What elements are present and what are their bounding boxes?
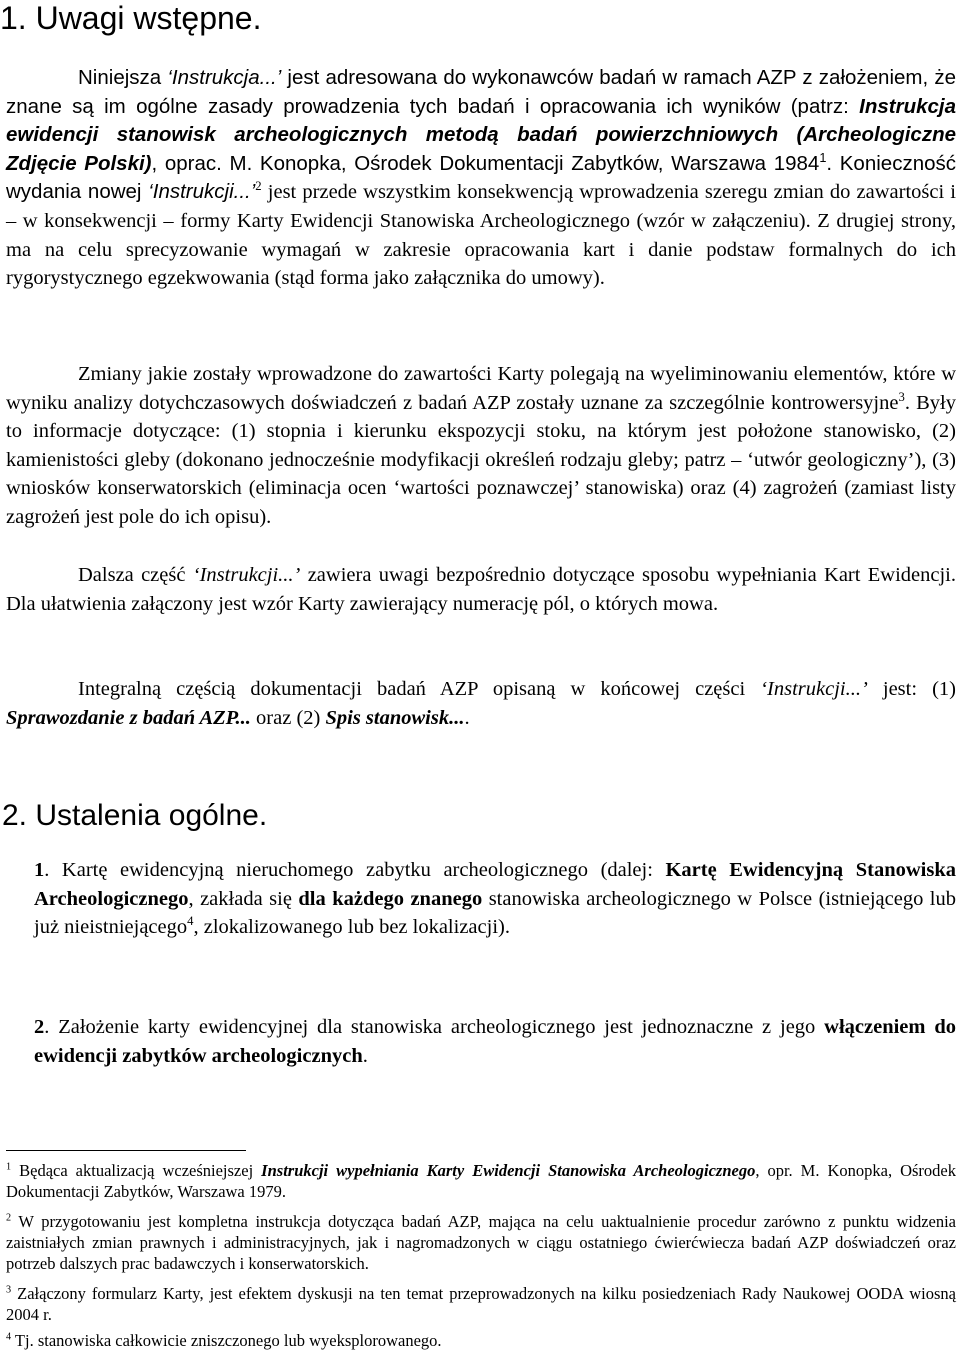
text-run-bold-italic: Instrukcji wypełniania Karty Ewidencji Stanowiska Archeologicznego (261, 1161, 756, 1180)
text-run-italic: ‘Instrukcji...’ (192, 564, 301, 586)
text-run: . Konieczność wydania nowej (6, 151, 956, 204)
text-run: jest: (1) (867, 678, 956, 700)
text-run: zawiera uwagi bezpośrednio dotyczące sposobu wypełniania Kart Ewidencji. Dla ułatwienia załączony jest wzór Karty zawierający numerację pól, o których mowa. (6, 564, 956, 615)
footnote-number: 3 (6, 1284, 12, 1296)
footnote-ref-3[interactable]: 3 (898, 389, 905, 404)
text-run: Niniejsza (78, 66, 168, 89)
text-run: jest przede wszystkim konsekwencją wprowadzenia szeregu zmian do zawartości i – w konsekwencji – formy Karty Ewidencji Stanowiska Archeologicznego (wzór w załączeniu). Z drugiej strony, ma na celu sprecyzowanie wymagań w zakresie opracowania kart i danie podstaw formalnych do ich rygorystycznego egzekwowania (stąd forma jako załącznika do umowy). (6, 181, 957, 290)
text-run: Dalsza część (78, 564, 193, 586)
list-item-1 (34, 856, 956, 942)
text-run: , opr. M. Konopka, Ośrodek Dokumentacji Zabytków, Warszawa 1979. (6, 1161, 957, 1201)
footnote-number: 2 (6, 1212, 12, 1224)
text-run: Będąca aktualizacją wcześniejszej (11, 1161, 262, 1180)
text-run: Zmiany jakie zostały wprowadzone do zawartości Karty polegają na wyeliminowaniu elementów, które w wyniku analizy dotychczasowych doświadczeń z badań AZP zostały uznane za szczególnie kontrowersyjne (6, 363, 956, 414)
list-number: 1 (34, 859, 45, 881)
text-run: . (464, 706, 470, 729)
text-run: . Założenie karty ewidencyjnej dla stanowiska archeologicznego jest jednoznaczne z jego (44, 1016, 825, 1038)
text-run: stanowiska archeologicznego w Polsce (istniejącego lub już nieistniejącego (34, 887, 956, 939)
text-run-bold: Kartę Ewidencyjną Stanowiska Archeologicznego (34, 859, 956, 910)
footnote-separator (6, 1150, 246, 1151)
paragraph-intro (6, 64, 956, 293)
text-run-italic: ‘Instrukcji...’ (760, 678, 868, 700)
paragraph-integral (6, 675, 956, 732)
footnote-number: 1 (6, 1161, 12, 1173)
text-run: , zlokalizowanego lub bez lokalizacji). (193, 916, 510, 939)
text-run-bold-italic: Instrukcja ewidencji stanowisk archeologicznych metodą badań powierzchniowych (Archeologiczne Zdjęcie Polski) (6, 94, 956, 175)
section-heading-1: 1. Uwagi wstępne. (0, 0, 262, 36)
text-run-italic: ‘Instrukcja...’ (167, 66, 282, 89)
paragraph-changes (6, 360, 956, 532)
text-run: oraz (2) (250, 706, 326, 729)
footnote-ref-2[interactable]: 2 (255, 179, 262, 194)
text-run: Tj. stanowiska całkowicie zniszczonego lub wyeksplorowanego. (11, 1331, 442, 1350)
footnote-1 (6, 1160, 956, 1202)
list-item-2 (34, 1013, 956, 1070)
text-run-italic: ‘Instrukcji...’ (148, 180, 256, 204)
text-run-bold-italic: Sprawozdanie z badań AZP... (6, 706, 251, 729)
section-heading-2: 2. Ustalenia ogólne. (2, 799, 268, 832)
footnote-3 (6, 1283, 956, 1325)
text-run-bold-italic: Spis stanowisk... (325, 706, 465, 729)
footnote-ref-4[interactable]: 4 (187, 914, 194, 929)
list-number: 2 (34, 1016, 45, 1038)
footnote-4 (6, 1330, 956, 1351)
footnote-2 (6, 1211, 956, 1274)
text-run: Integralną częścią dokumentacji badań AZP opisaną w końcowej części (78, 678, 761, 700)
text-run: , oprac. M. Konopka, Ośrodek Dokumentacji Zabytków, Warszawa 1984 (151, 151, 820, 175)
text-run-bold: dla każdego znanego (298, 887, 483, 910)
footnote-number: 4 (6, 1331, 12, 1343)
text-run: jest adresowana do wykonawców badań w ramach AZP z założeniem, że znane są im ogólne zasady prowadzenia tych badań i opracowania ich wyników (patrz: (6, 66, 956, 118)
text-run: , zakłada się (188, 887, 299, 910)
text-run: Załączony formularz Karty, jest efektem dyskusji na ten temat przeprowadzonych na kilku posiedzeniach Rady Naukowej OODA wiosną 2004 r. (6, 1284, 956, 1324)
paragraph-further (6, 561, 956, 618)
text-run: W przygotowaniu jest kompletna instrukcja dotycząca badań AZP, mająca na celu uaktualnienie procedur zarówno z punktu widzenia zaistniałych zmian prawnych i administracyjnych, jak i nagromadzonych w ciągu ostatniego ćwierćwiecza badań AZP doświadczeń oraz potrzeb dalszych prac badawczych i konserwatorskich. (6, 1212, 956, 1273)
text-run: . Były to informacje dotyczące: (1) stopnia i kierunku ekspozycji stoku, na którym jest położone stanowisko, (2) kamienistości gleby (dokonano jednocześnie modyfikacji określeń rodzaju gleby; patrz – ‘utwór geologiczny’), (3) wniosków konserwatorskich (eliminacja ocen ‘wartości poznawczej’ stanowiska) oraz (4) zagrożeń (zamiast listy zagrożeń jest pole do ich opisu). (6, 391, 956, 528)
text-run: . Kartę ewidencyjną nieruchomego zabytku archeologicznego (dalej: (44, 859, 666, 881)
text-run: . (362, 1044, 368, 1067)
footnote-ref-1[interactable]: 1 (819, 149, 827, 165)
text-run-bold: włączeniem do ewidencji zabytków archeologicznych (34, 1016, 956, 1067)
